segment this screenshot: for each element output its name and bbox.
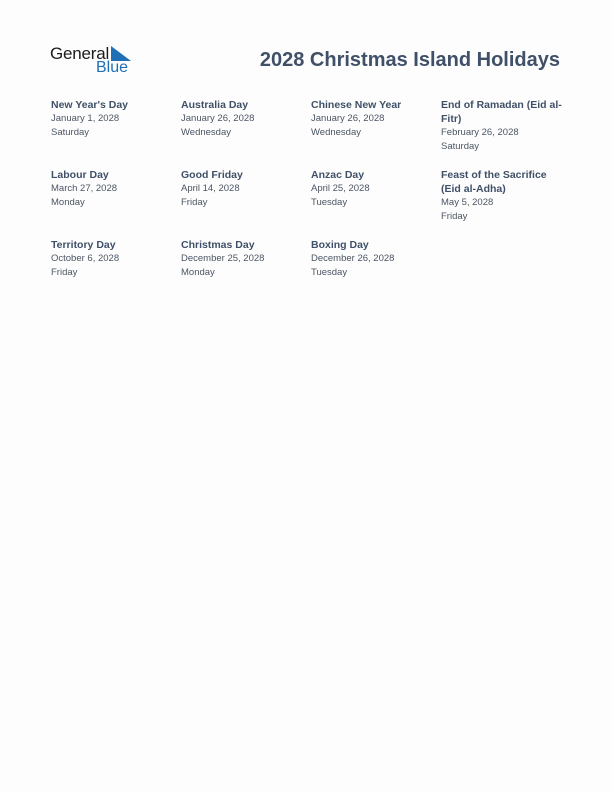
holiday-weekday: Wednesday — [181, 126, 231, 138]
holiday-date: January 26, 2028 — [311, 113, 385, 124]
holiday-date: December 25, 2028 — [181, 253, 265, 264]
holiday-entry — [311, 168, 441, 238]
holiday-name: Good Friday — [181, 169, 243, 181]
holiday-entry — [311, 238, 441, 308]
holiday-weekday: Friday — [181, 196, 208, 208]
holiday-weekday: Saturday — [441, 140, 480, 152]
holiday-entry — [51, 168, 181, 238]
holiday-grid — [51, 98, 571, 308]
holiday-date: October 6, 2028 — [51, 253, 120, 264]
holiday-weekday: Friday — [441, 210, 468, 222]
holiday-date: January 26, 2028 — [181, 113, 255, 124]
page-title: 2028 Christmas Island Holidays — [259, 49, 560, 71]
holiday-entry — [181, 238, 311, 308]
holiday-date: December 26, 2028 — [311, 253, 395, 264]
holiday-name: Anzac Day — [311, 169, 365, 181]
holiday-weekday: Monday — [51, 196, 85, 208]
holiday-entry — [181, 98, 311, 168]
holiday-row — [51, 238, 571, 308]
holiday-name: New Year's Day — [51, 99, 129, 111]
holiday-weekday: Tuesday — [311, 266, 348, 278]
holiday-entry — [441, 98, 571, 168]
holiday-name: Australia Day — [181, 99, 249, 111]
holiday-date: May 5, 2028 — [441, 197, 494, 208]
holiday-name: Christmas Day — [181, 239, 255, 251]
holiday-name: End of Ramadan (Eid al-Fitr) — [441, 99, 562, 125]
holiday-name: Territory Day — [51, 239, 116, 251]
holiday-entry — [51, 98, 181, 168]
holiday-weekday: Tuesday — [311, 196, 348, 208]
holiday-weekday: Friday — [51, 266, 78, 278]
holiday-date: January 1, 2028 — [51, 113, 120, 124]
logo-text-general: General — [50, 44, 110, 63]
holiday-date: April 25, 2028 — [311, 183, 370, 194]
generalblue-logo — [50, 44, 140, 78]
holiday-date: April 14, 2028 — [181, 183, 240, 194]
holiday-entry — [441, 168, 571, 238]
holiday-name: Boxing Day — [311, 239, 369, 251]
holiday-date: March 27, 2028 — [51, 183, 118, 194]
holiday-name: Chinese New Year — [311, 99, 402, 111]
holiday-name: Labour Day — [51, 169, 109, 181]
holiday-date: February 26, 2028 — [441, 127, 519, 138]
holiday-weekday: Monday — [181, 266, 215, 278]
holiday-name: Feast of the Sacrifice (Eid al-Adha) — [441, 169, 547, 195]
logo-text-blue: Blue — [96, 59, 129, 76]
holiday-weekday: Wednesday — [311, 126, 361, 138]
holiday-entry — [181, 168, 311, 238]
holiday-row — [51, 98, 571, 168]
holiday-entry — [51, 238, 181, 308]
holiday-entry — [311, 98, 441, 168]
holiday-row — [51, 168, 571, 238]
holiday-weekday: Saturday — [51, 126, 90, 138]
